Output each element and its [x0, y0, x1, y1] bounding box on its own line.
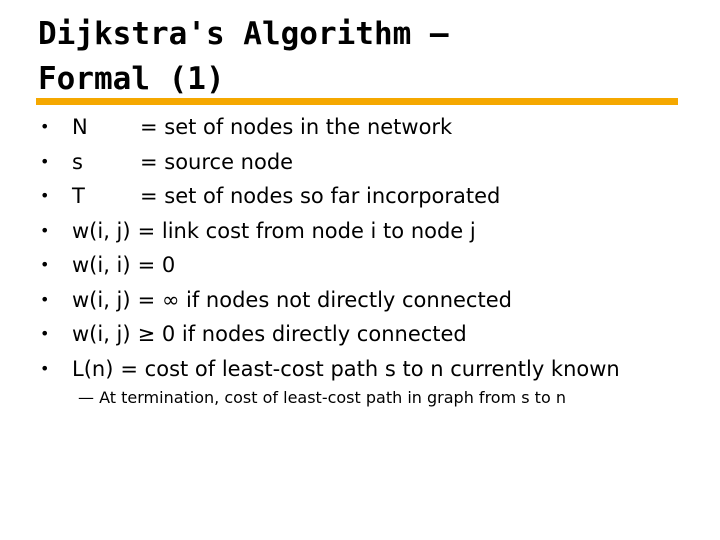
- item-definition: = cost of least-cost path s to n currently known: [120, 356, 620, 381]
- item-definition: = set of nodes in the network: [140, 115, 453, 140]
- list-item: [40, 317, 620, 352]
- bullet-icon: •: [40, 324, 50, 344]
- list-item: [40, 179, 620, 214]
- item-definition: = source node: [140, 149, 294, 174]
- bullet-icon: •: [40, 220, 50, 240]
- sub-bullet-text: At termination, cost of least-cost path in graph from s to n: [99, 388, 566, 407]
- item-term: T: [72, 184, 85, 209]
- item-term: w(i, i): [72, 253, 131, 278]
- item-definition: ≥ 0 if nodes directly connected: [137, 322, 467, 347]
- title-line-1: Dijkstra's Algorithm –: [38, 16, 449, 52]
- item-term: w(i, j): [72, 287, 131, 312]
- list-item: [40, 283, 620, 318]
- bullet-icon: •: [40, 289, 50, 309]
- list-item: [40, 214, 620, 249]
- item-definition: = ∞ if nodes not directly connected: [137, 287, 512, 312]
- title-underline: [36, 98, 678, 105]
- bullet-icon: •: [40, 255, 50, 275]
- title-line-2: Formal (1): [38, 61, 225, 97]
- bullet-icon: •: [40, 151, 50, 171]
- item-term: w(i, j): [72, 322, 131, 347]
- item-term: N: [72, 115, 88, 140]
- bullet-icon: •: [40, 117, 50, 137]
- item-definition: = set of nodes so far incorporated: [140, 184, 501, 209]
- dash-icon: —: [78, 388, 94, 407]
- item-definition: = link cost from node i to node j: [137, 218, 476, 243]
- bullet-icon: •: [40, 186, 50, 206]
- item-term: s: [72, 149, 83, 174]
- bullet-icon: •: [40, 358, 50, 378]
- item-term: w(i, j): [72, 218, 131, 243]
- list-item: [40, 248, 620, 283]
- item-term: L(n): [72, 356, 114, 381]
- list-item: [40, 110, 620, 145]
- item-definition: = 0: [137, 253, 176, 278]
- list-item: [40, 145, 620, 180]
- list-item: [40, 352, 620, 387]
- definition-list: [40, 110, 620, 386]
- sub-bullet: [78, 388, 566, 407]
- slide-title: [38, 12, 688, 102]
